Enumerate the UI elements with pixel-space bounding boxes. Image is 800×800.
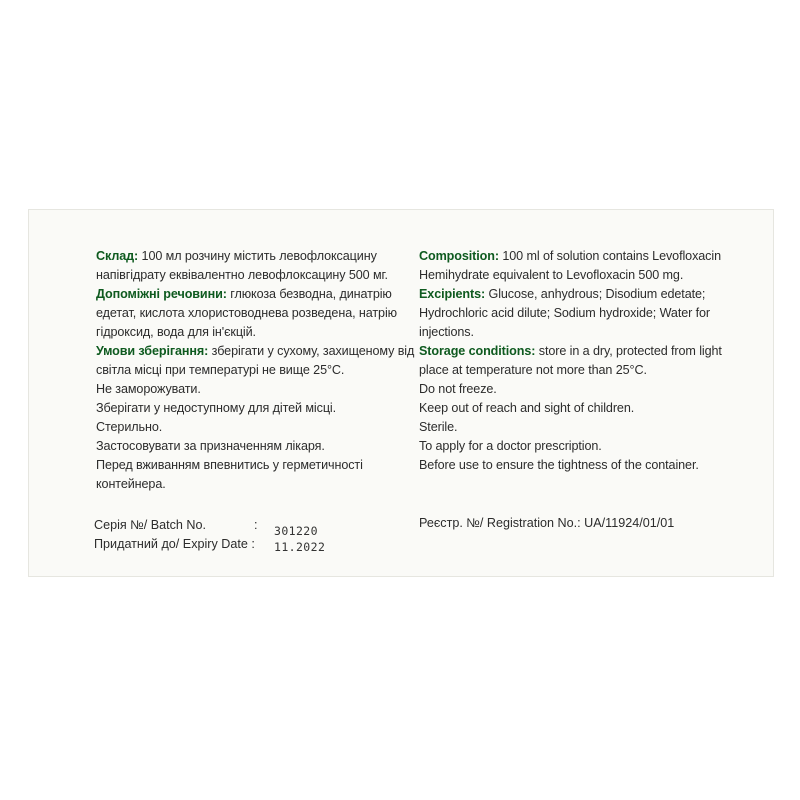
registration-number: Реєстр. №/ Registration No.: UA/11924/01/01 [419,516,675,530]
storage-text-ua: зберігати у сухому, захищеному від світла місці при температурі не вище 25°С. [96,344,415,377]
storage-en [419,342,729,380]
excipients-label-ua: Допоміжні речовини: [96,287,227,301]
excipients-ua [96,285,416,342]
line-ua-4: Застосовувати за призначенням лікаря. [96,439,325,453]
composition-en [419,247,729,285]
line-en-5: Before use to ensure the tightness of the container. [419,458,699,472]
composition-ua [96,247,416,285]
batch-label: Серія №/ Batch No. [94,518,207,532]
registration-block [419,514,739,533]
expiry-label: Придатний до/ Expiry Date : [94,537,255,551]
line-ua-5: Перед вживанням впевнитись у герметичності контейнера. [96,458,363,491]
composition-text-en: 100 ml of solution contains Levofloxacin Hemihydrate equivalent to Levofloxacin 500 mg. [419,249,721,282]
storage-text-en: store in a dry, protected from light place at temperature not more than 25°C. [419,344,722,377]
excipients-text-en: Glucose, anhydrous; Disodium edetate; Hydrochloric acid dilute; Sodium hydroxide; Water for injections. [419,287,711,339]
english-column [419,247,729,475]
excipients-text-ua: глюкоза безводна, динатрію едетат, кислота хлористоводнева розведена, натрію гідроксид, вода для ін'єкцій. [96,287,397,339]
composition-label-ua: Склад: [96,249,139,263]
expiry-value: 11.2022 [274,540,326,554]
storage-ua [96,342,416,380]
line-en-2: Keep out of reach and sight of children. [419,401,635,415]
storage-label-ua: Умови зберігання: [96,344,209,358]
line-ua-3: Стерильно. [96,420,163,434]
batch-value: 301220 [274,524,318,538]
batch-colon: : [254,518,258,532]
excipients-label-en: Excipients: [419,287,486,301]
composition-label-en: Composition: [419,249,499,263]
line-ua-1: Не заморожувати. [96,382,201,396]
storage-label-en: Storage conditions: [419,344,536,358]
batch-row [94,516,394,538]
excipients-en [419,285,729,342]
batch-block [94,516,394,554]
line-ua-2: Зберігати у недоступному для дітей місці. [96,401,337,415]
ukrainian-column [96,247,416,494]
label-panel [28,209,774,577]
line-en-4: To apply for a doctor prescription. [419,439,602,453]
line-en-3: Sterile. [419,420,458,434]
expiry-row [94,535,394,554]
line-en-1: Do not freeze. [419,382,497,396]
composition-text-ua: 100 мл розчину містить левофлоксацину напівгідрату еквівалентно левофлоксацину 500 мг. [96,249,388,282]
